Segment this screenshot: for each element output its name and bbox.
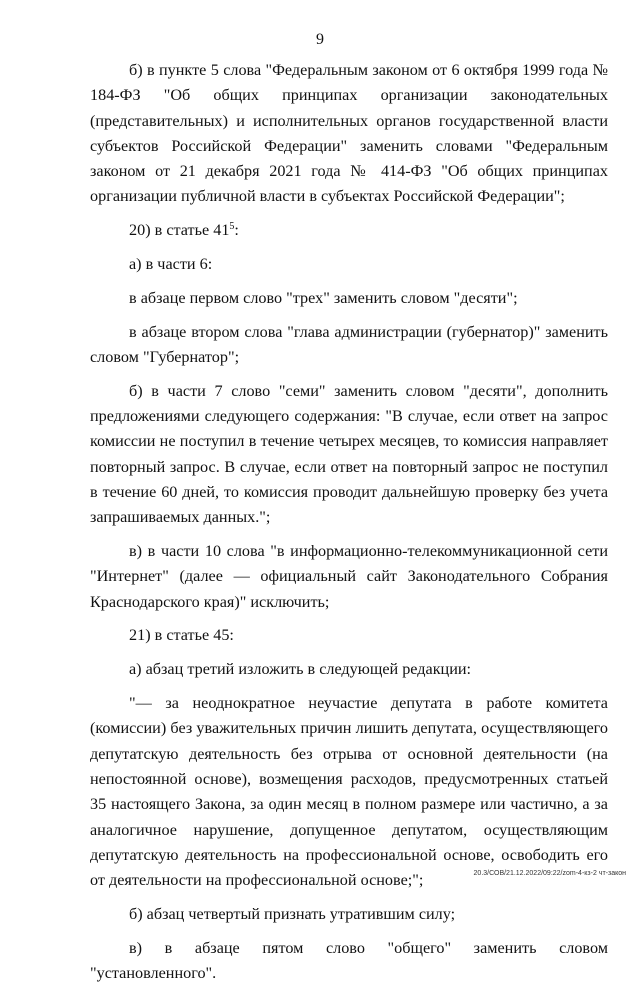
paragraph-part-10: в) в части 10 слова "в информационно-телекоммуникационной сети "Интернет" (далее — официальный сайт Законодательного Собрания Краснодарского края)" исключить;: [90, 542, 608, 611]
paragraph-first-abzac: в абзаце первом слово "трех" заменить словом "десяти";: [129, 288, 518, 307]
paragraph-part-6: а) в части 6:: [129, 255, 213, 274]
paragraph-part-7: б) в части 7 слово "семи" заменить словом "десяти", дополнить предложениями следующего содержания: "В случае, если ответ на запрос комиссии не поступил в течение четырех месяцев, то комиссия направляет повторный запрос. В случае, если ответ на повторный запрос не поступил в течение 60 дней, то комиссия проводит дальнейшую проверку без учета запрашиваемых данных.";: [90, 381, 608, 527]
article-number-text: 20) в статье 41: [129, 221, 230, 240]
paragraph-second-abzac: в абзаце втором слова "глава администрации (губернатор)" заменить словом "Губернатор";: [90, 322, 608, 366]
paragraph-new-redaction-quote: "— за неоднократное неучастие депутата в работе комитета (комиссии) без уважительных причин лишить депутата, осуществляющего депутатскую деятельность без отрыва от основной деятельности (на непостоянной основе), возмещения расходов, предусмотренных статьей 35 настоящего Закона, за один месяц в полном размере или частично, а за аналогичное нарушение, допущенное депутатом, осуществляющим депутатскую деятельность на профессиональной основе, освободить его от деятельности на профессиональной основе;";: [90, 694, 608, 890]
article-colon: :: [234, 221, 239, 240]
article-superscript: 5: [229, 221, 235, 233]
paragraph-fifth-abzac: в) в абзаце пятом слово "общего" заменить словом "установленного".: [90, 938, 608, 982]
paragraph-third-abzac: а) абзац третий изложить в следующей редакции:: [129, 660, 472, 679]
footer-document-code: 20.3/СОВ/21.12.2022/09:22/zom-4-кз-2 чт-закон: [473, 870, 626, 877]
paragraph-article-41-5: [90, 218, 608, 243]
paragraph-article-45: 21) в статье 45:: [129, 626, 234, 645]
paragraph-fourth-abzac: б) абзац четвертый признать утратившим силу;: [129, 904, 456, 923]
paragraph-amendment-b-item-5: б) в пункте 5 слова "Федеральным законом от 6 октября 1999 года № 184-ФЗ "Об общих принципах организации законодательных (представительных) и исполнительных органов государственной власти субъектов Российской Федерации" заменить словами "Федеральным законом от 21 декабря 2021 года № 414-ФЗ "Об общих принципах организации публичной власти в субъектах Российской Федерации";: [90, 61, 608, 206]
page-number: 9: [316, 31, 324, 48]
document-body: [90, 58, 608, 986]
